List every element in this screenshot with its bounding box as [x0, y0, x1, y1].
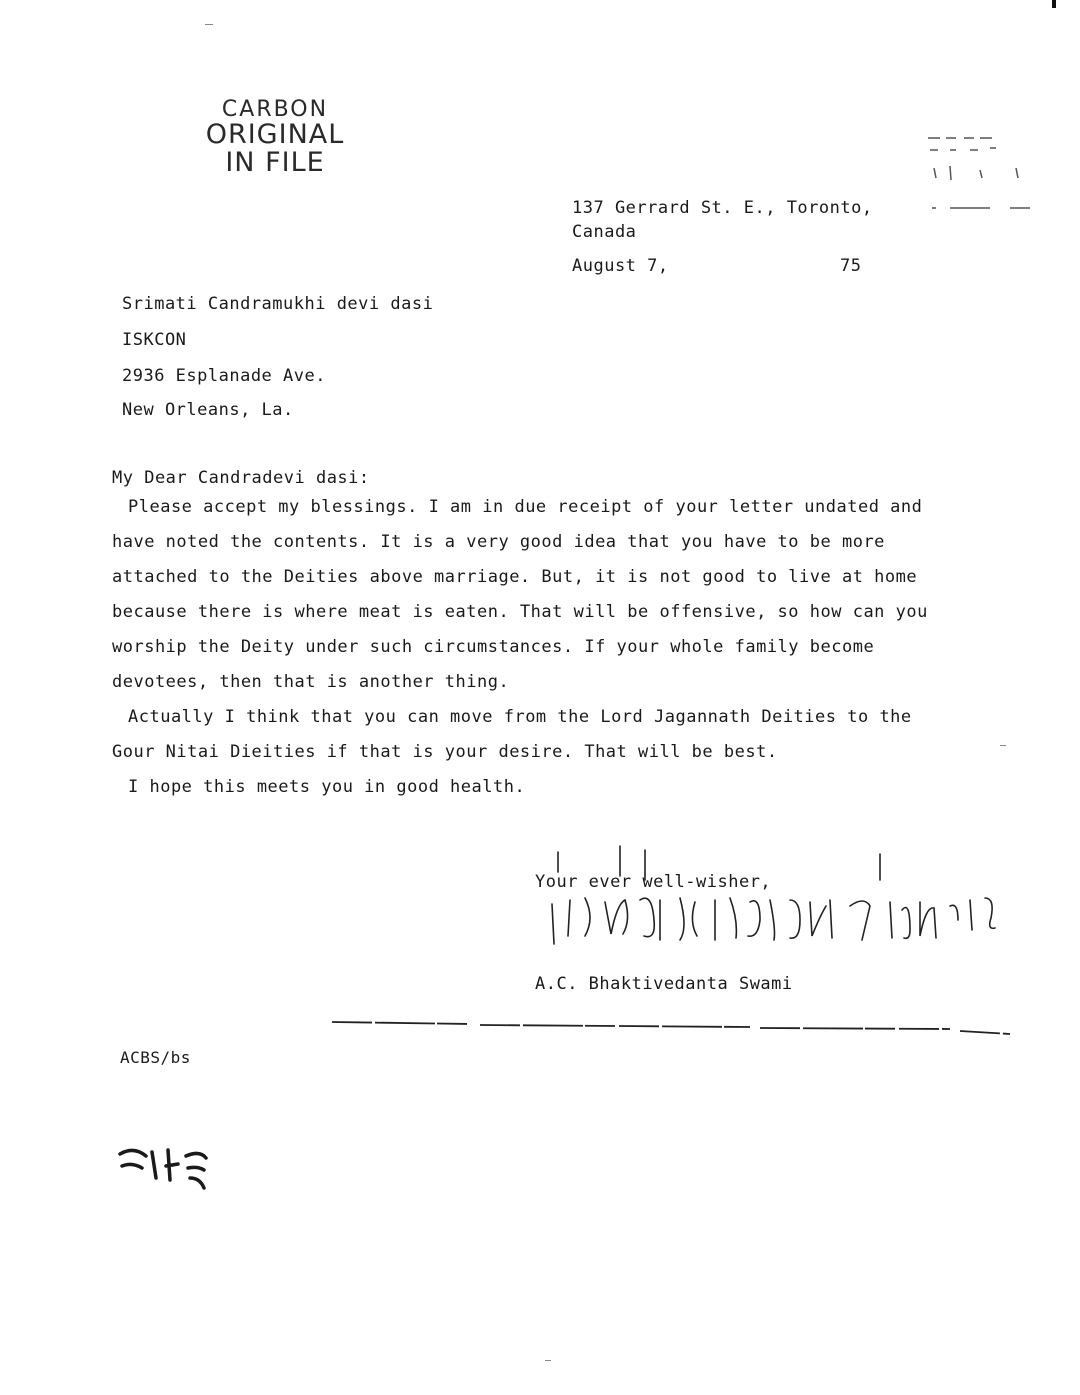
salutation: My Dear Candradevi dasi: — [112, 468, 370, 488]
signature-name: A.C. Bhaktivedanta Swami — [535, 974, 793, 994]
body-paragraph-1: Please accept my blessings. I am in due receipt of your letter undated and have noted the contents. It is a very good idea that you have to be more attached to the Deities above marriage. But, it is not good to live at home because there is where meat is eaten. That will be offensive, so how can you worship the Deity under such circumstances. If your whole family become devotees, then that is another thing. — [112, 497, 928, 692]
recipient-name: Srimati Candramukhi devi dasi — [122, 294, 434, 314]
reference-initials: ACBS/bs — [120, 1048, 191, 1067]
letter-year: 75 — [840, 256, 862, 276]
sender-address-line-1: 137 Gerrard St. E., Toronto, — [572, 198, 873, 218]
handwritten-file-mark-icon — [112, 1140, 222, 1210]
faint-marks-icon — [920, 128, 1050, 218]
recipient-org: ISKCON — [122, 330, 187, 350]
scan-speck — [205, 24, 213, 25]
body-paragraph-2: Actually I think that you can move from the Lord Jagannath Deities to the Gour Nitai Dieities if that is your desire. That will be best. — [112, 707, 912, 762]
recipient-city: New Orleans, La. — [122, 400, 294, 420]
letter-date: August 7, — [572, 256, 669, 276]
recipient-street: 2936 Esplanade Ave. — [122, 366, 326, 386]
carbon-original-stamp — [195, 98, 355, 178]
scan-speck — [1000, 745, 1006, 746]
closing: Your ever well-wisher, — [535, 872, 772, 892]
letter-body — [112, 490, 952, 805]
scan-speck — [545, 1360, 551, 1361]
stamp-line-1: CARBON — [221, 97, 329, 122]
scan-edge-mark — [1052, 0, 1056, 8]
stamp-line-2: ORIGINAL — [205, 119, 345, 151]
sender-address-line-2: Canada — [572, 222, 637, 242]
signature-rule-icon — [330, 1010, 1020, 1040]
body-paragraph-3: I hope this meets you in good health. — [128, 777, 526, 797]
stamp-line-3: IN FILE — [225, 147, 325, 179]
handwritten-signature-icon — [530, 840, 1030, 960]
